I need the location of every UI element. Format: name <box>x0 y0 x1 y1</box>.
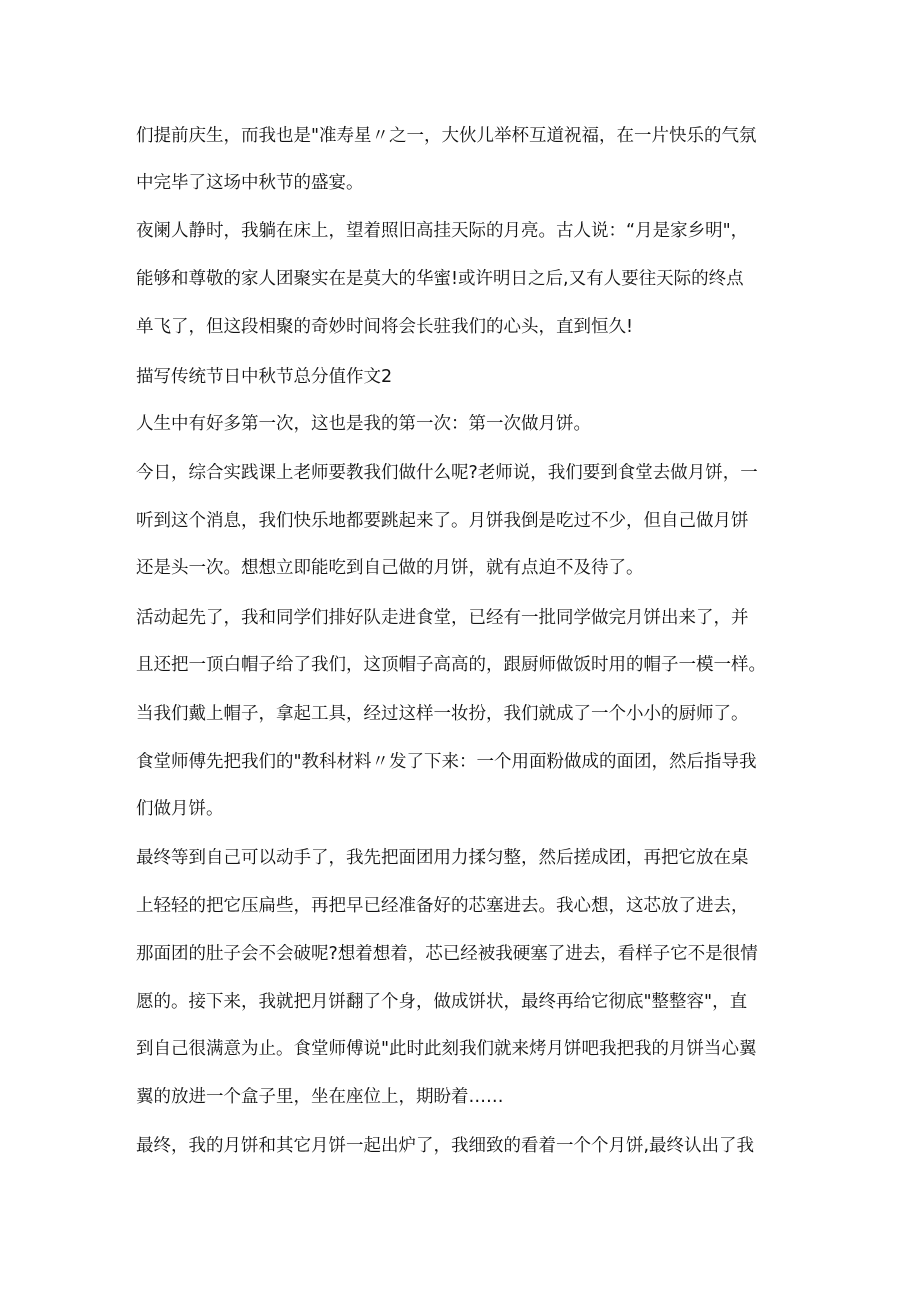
text-line: 听到这个消息，我们快乐地都要跳起来了。月饼我倒是吃过不少，但自己做月饼 <box>136 511 749 531</box>
text-line: 上轻轻的把它压扁些，再把早已经准备好的芯塞进去。我心想，这芯放了进去， <box>136 896 749 916</box>
text-line: 中完毕了这场中秋节的盛宴。 <box>136 173 364 193</box>
text-line: 们做月饼。 <box>136 799 224 819</box>
text-line: 愿的。接下来，我就把月饼翻了个身，做成饼状，最终再给它彻底"整整容"，直 <box>136 992 748 1012</box>
section-heading: 描写传统节日中秋节总分值作文2 <box>136 367 393 387</box>
text-line: 活动起先了，我和同学们排好队走进食堂，已经有一批同学做完月饼出来了，并 <box>136 608 749 628</box>
text-line: 到自己很满意为止。食堂师傅说"此时此刻我们就来烤月饼吧我把我的月饼当心翼 <box>136 1039 757 1059</box>
text-line: 夜阑人静时，我躺在床上，望着照旧高挂天际的月亮。古人说：“月是家乡明"， <box>136 221 749 241</box>
text-line: 那面团的肚子会不会破呢?想着想着，芯已经被我硬塞了进去，看样子它不是很情 <box>136 944 758 964</box>
text-line: 最终等到自己可以动手了，我先把面团用力揉匀整，然后搓成团，再把它放在桌 <box>136 848 749 868</box>
text-line: 单飞了，但这段相聚的奇妙时间将会长驻我们的心头，直到恒久! <box>136 317 634 337</box>
text-line: 还是头一次。想想立即能吃到自己做的月饼，就有点迫不及待了。 <box>136 558 644 578</box>
text-line: 今日，综合实践课上老师要教我们做什么呢?老师说，我们要到食堂去做月饼，一 <box>136 463 758 483</box>
text-line: 当我们戴上帽子，拿起工具，经过这样一妆扮，我们就成了一个小小的厨师了。 <box>136 704 749 724</box>
text-line: 翼的放进一个盒子里，坐在座位上，期盼着…… <box>136 1087 504 1107</box>
text-line: 能够和尊敬的家人团聚实在是莫大的华蜜!或许明日之后,又有人要往天际的终点 <box>136 269 744 289</box>
text-line: 最终，我的月饼和其它月饼一起出炉了，我细致的看着一个个月饼,最终认出了我 <box>136 1136 755 1156</box>
text-line: 食堂师傅先把我们的"教科材料〃发了下来：一个用面粉做成的面团，然后指导我 <box>136 752 757 772</box>
text-line: 且还把一顶白帽子给了我们，这顶帽子高高的，跟厨师做饭时用的帽子一模一样。 <box>136 655 766 675</box>
text-line: 人生中有好多第一次，这也是我的第一次：第一次做月饼。 <box>136 414 591 434</box>
text-line: 们提前庆生，而我也是"准寿星〃之一，大伙儿举杯互道祝福，在一片快乐的气氛 <box>136 126 757 146</box>
